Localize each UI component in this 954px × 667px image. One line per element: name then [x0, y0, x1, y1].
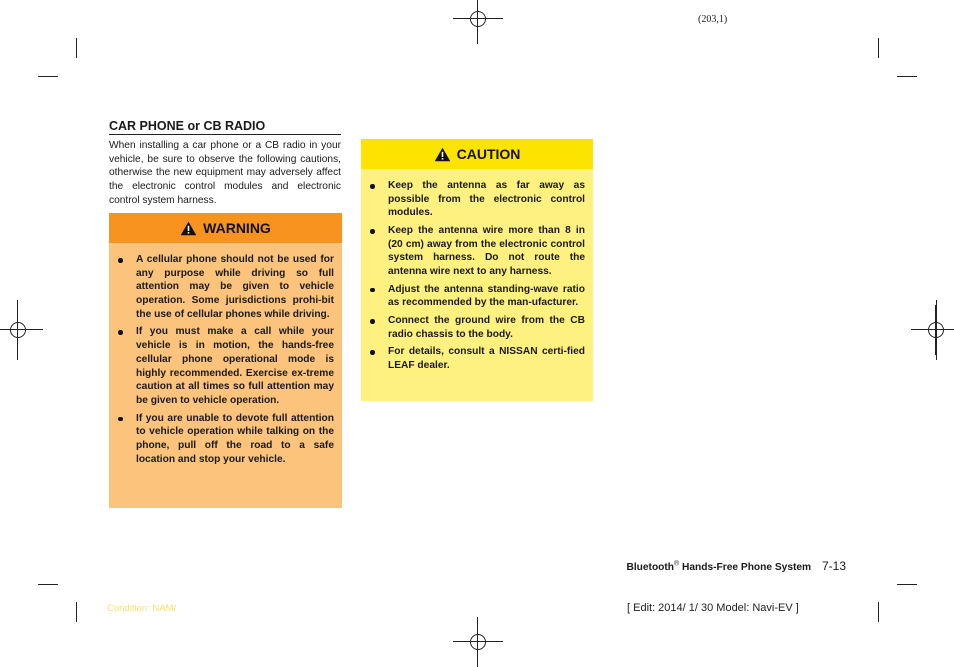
bullet-icon [370, 229, 375, 234]
warning-list [109, 243, 342, 478]
list-item: Connect the ground wire from the CB radio chassis to the body. [369, 314, 585, 341]
list-item: Keep the antenna wire more than 8 in (20 cm) away from the electronic control system harness. Do not route the antenna wire next to any harness. [369, 224, 585, 279]
page-code: (203,1) [698, 14, 728, 25]
edit-info: [ Edit: 2014/ 1/ 30 Model: Navi-EV ] [627, 602, 799, 614]
chapter-title: Hands-Free Phone System [682, 562, 812, 573]
list-item: A cellular phone should not be used for any purpose while driving so full attention may be given to vehicle operation. Some jurisdictions prohi-bit the use of cellular phones while driving. [117, 253, 334, 322]
warning-label: WARNING [203, 220, 271, 236]
warning-triangle-icon [180, 221, 197, 236]
warning-triangle-icon [434, 147, 451, 162]
page-footer [600, 559, 846, 573]
page-number: 7-13 [821, 559, 846, 573]
caution-box [361, 139, 593, 401]
section-intro: When installing a car phone or a CB radio in your vehicle, be sure to observe the following cautions, otherwise the new equipment may adversely affect the electronic control modules and electronic control system harness. [109, 140, 341, 206]
bullet-icon [118, 417, 123, 422]
section-title: CAR PHONE or CB RADIO [109, 119, 341, 135]
caution-list [361, 169, 593, 385]
list-item: Keep the antenna as far away as possible from the electronic control modules. [369, 179, 585, 220]
bullet-icon [118, 258, 123, 263]
list-item: If you are unable to devote full attention to vehicle operation while talking on the phone, pull off the road to a safe location and stop your vehicle. [117, 412, 334, 467]
bullet-icon [118, 330, 123, 335]
warning-box [109, 213, 342, 508]
bullet-icon [370, 350, 375, 355]
caution-header [361, 139, 593, 169]
list-item: For details, consult a NISSAN certi-fied LEAF dealer. [369, 345, 585, 372]
registered-mark: ® [674, 560, 680, 568]
bullet-icon [370, 288, 375, 293]
warning-header [109, 213, 342, 243]
bullet-icon [370, 319, 375, 324]
condition-note: Condition: NAM/ [107, 603, 177, 614]
list-item: If you must make a call while your vehicle is in motion, the hands-free cellular phone operational mode is highly recommended. Exercise ex-treme caution at all times so full attention may be given to vehicle operation. [117, 325, 334, 407]
chapter-prefix: Bluetooth [626, 562, 675, 573]
caution-label: CAUTION [456, 146, 521, 162]
list-item: Adjust the antenna standing-wave ratio as recommended by the man-ufacturer. [369, 283, 585, 310]
bullet-icon [370, 184, 375, 189]
